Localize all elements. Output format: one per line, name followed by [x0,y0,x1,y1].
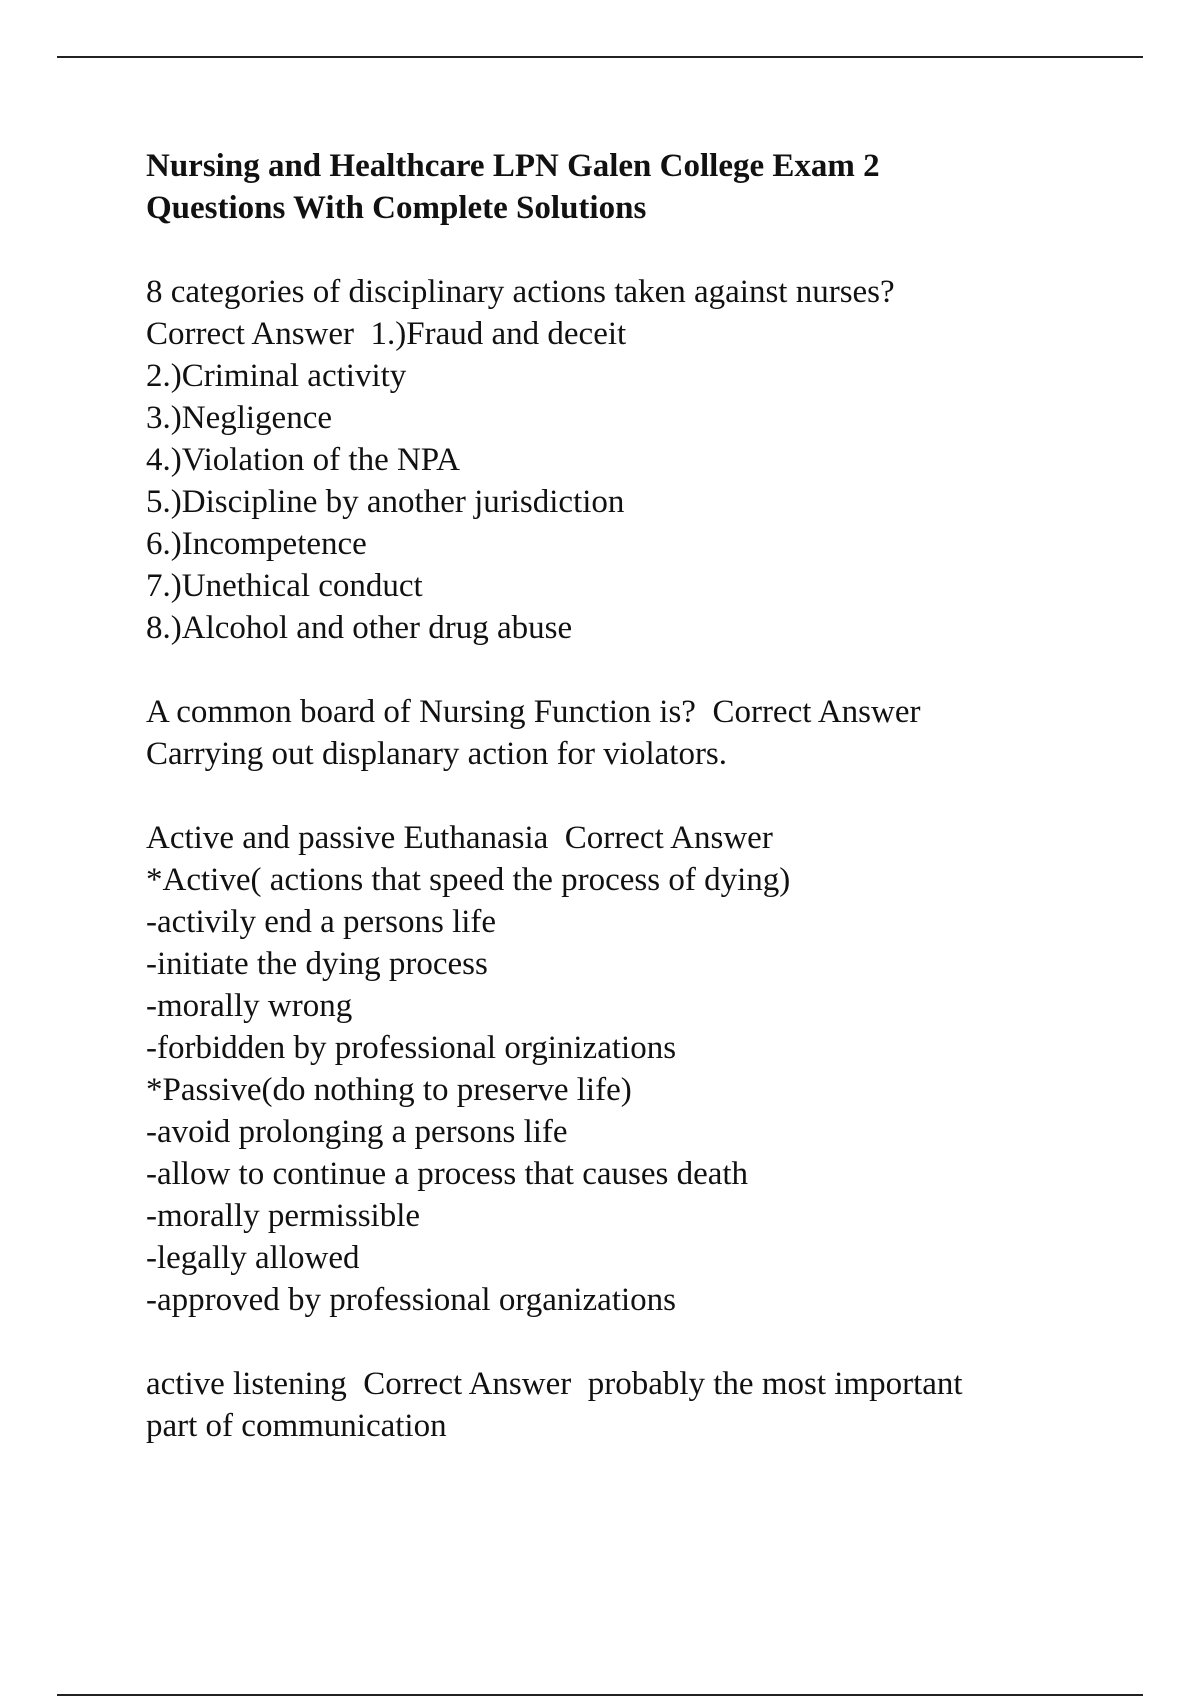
answer-line: 6.)Incompetence [146,526,367,562]
answer-line: -legally allowed [146,1240,360,1276]
answer-line: -morally wrong [146,988,353,1024]
answer-line: -allow to continue a process that causes death [146,1156,749,1192]
answer-line: *Passive(do nothing to preserve life) [146,1072,632,1108]
answer-line: 7.)Unethical conduct [146,568,423,604]
question-line: active listening Correct Answer probably the most important [146,1366,963,1402]
answer-line: Carrying out displanary action for violators. [146,736,728,772]
answer-line: 8.)Alcohol and other drug abuse [146,610,573,646]
answer-line: 3.)Negligence [146,400,332,436]
answer-line: -forbidden by professional orginizations [146,1030,677,1066]
answer-line: 2.)Criminal activity [146,358,407,394]
answer-line: Correct Answer 1.)Fraud and deceit [146,316,627,352]
page-title [146,145,1096,229]
answer-line: -initiate the dying process [146,946,488,982]
answer-line: part of communication [146,1408,447,1444]
footer-rule [57,1694,1143,1696]
answer-line: -avoid prolonging a persons life [146,1114,568,1150]
answer-line: -activily end a persons life [146,904,497,940]
answer-line: -morally permissible [146,1198,421,1234]
answer-line: -approved by professional organizations [146,1282,676,1318]
question-line: A common board of Nursing Function is? Correct Answer [146,694,921,730]
title-line: Nursing and Healthcare LPN Galen College Exam 2 [146,148,880,184]
answer-line: 4.)Violation of the NPA [146,442,460,478]
qa-entry-euthanasia [146,817,1096,1321]
document-body [146,145,1096,1447]
qa-entry-disciplinary-actions [146,271,1096,649]
question-line: Active and passive Euthanasia Correct Answer [146,820,773,856]
qa-entry-board-function [146,691,1096,775]
answer-line: 5.)Discipline by another jurisdiction [146,484,625,520]
header-rule [57,56,1143,58]
question-line: 8 categories of disciplinary actions taken against nurses? [146,274,895,310]
qa-entry-active-listening [146,1363,1096,1447]
answer-line: *Active( actions that speed the process of dying) [146,862,791,898]
title-line: Questions With Complete Solutions [146,190,647,226]
